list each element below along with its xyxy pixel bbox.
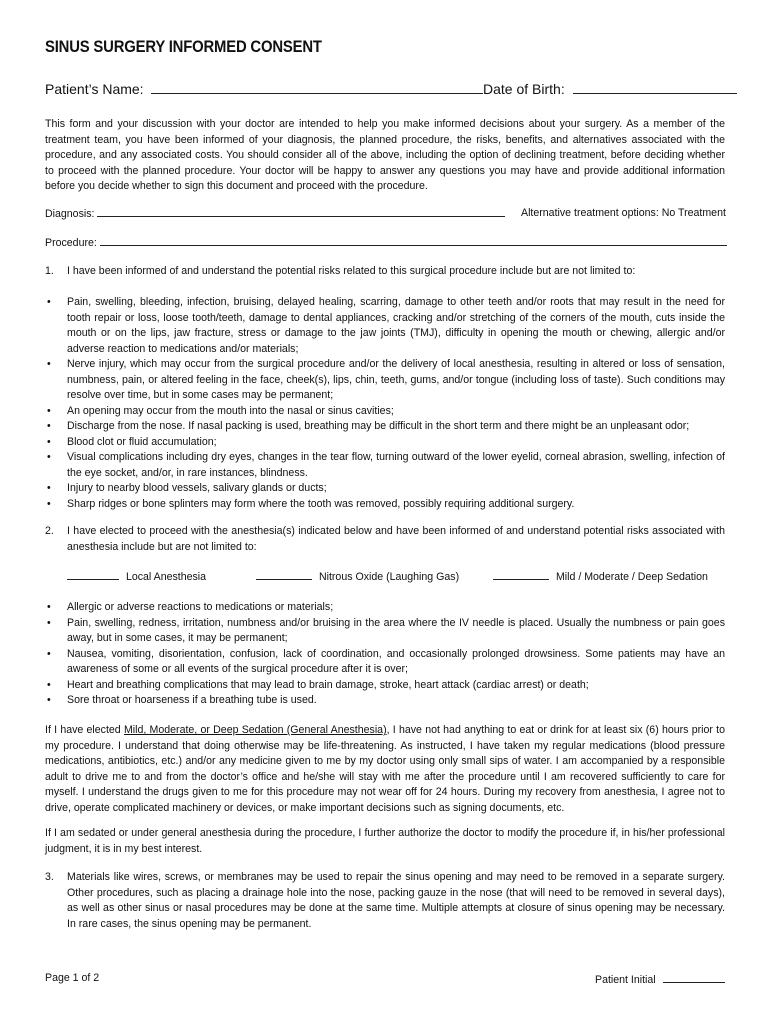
diagnosis-label: Diagnosis: xyxy=(45,208,95,220)
patient-name-row xyxy=(45,80,483,97)
anesthesia-option-local[interactable] xyxy=(67,569,206,586)
patient-initial-field[interactable] xyxy=(663,972,725,983)
list-item: • Blood clot or fluid accumulation; xyxy=(47,435,217,448)
list-item: • Sharp ridges or bone splinters may form where the tooth was removed, possibly requiring additional surgery. xyxy=(47,497,575,510)
list-item: • Heart and breathing complications that may lead to brain damage, stroke, heart attack (cardiac arrest) or death; xyxy=(47,678,589,691)
anesthesia-option-nitrous[interactable] xyxy=(256,569,459,586)
intro-paragraph: This form and your discussion with your doctor are intended to help you make informed decisions about your surgery. As a member of the treatment team, you have been informed of your diagnosis, the planned procedure, the risks, benefits, and alternatives associated with the procedure, and any associated costs. You should consider all of the above, including the option of declining treatment, before deciding whether to proceed with the planned procedure. Your doctor will be happy to answer any questions you may have and provide additional information before you decide whether to sign this document and proceed with the procedure. xyxy=(45,118,725,192)
list-item: • Allergic or adverse reactions to medications or materials; xyxy=(47,601,334,613)
diagnosis-row xyxy=(45,206,505,223)
modify-procedure-paragraph: If I am sedated or under general anesthesia during the procedure, I further authorize the doctor to modify the procedure if, in his/her professional judgment, it is in my best interest. xyxy=(45,827,725,855)
document-title: SINUS SURGERY INFORMED CONSENT xyxy=(45,38,322,56)
surgical-risks-list xyxy=(45,295,725,512)
patient-name-field[interactable] xyxy=(151,80,483,94)
sedation-emphasis: Mild, Moderate, or Deep Sedation (General Anesthesia) xyxy=(123,724,387,736)
local-anesthesia-label: Local Anesthesia xyxy=(125,571,207,583)
list-item: • An opening may occur from the mouth into the nasal or sinus cavities; xyxy=(47,404,394,417)
procedure-row xyxy=(45,235,727,252)
list-item: • Pain, swelling, redness, irritation, numbness and/or bruising in the area where the IV needle is placed. Usually the numbness or pain goes away, but in some cases, it may be permanent; xyxy=(47,616,725,644)
date-of-birth-field[interactable] xyxy=(573,80,737,94)
sedation-blank[interactable] xyxy=(493,569,549,580)
item-number: 3. xyxy=(45,871,54,883)
date-of-birth-label: Date of Birth: xyxy=(483,81,565,97)
diagnosis-field[interactable] xyxy=(97,206,505,217)
procedure-field[interactable] xyxy=(100,235,727,246)
list-item: • Sore throat or hoarseness if a breathing tube is used. xyxy=(47,694,317,706)
anesthesia-option-sedation[interactable] xyxy=(493,569,708,586)
page-number: Page 1 of 2 xyxy=(45,972,100,984)
list-item: • Pain, swelling, bleeding, infection, bruising, delayed healing, scarring, damage to other teeth and/or roots that may result in the need for tooth repair or loss, loose tooth/teeth, damage to dental appliances, cracking and/or stretching of the corners of the mouth, cuts inside the mouth or on the lips, jaw fracture, stress or damage to the jaw joints (TMJ), difficulty in opening the mouth or chewing, allergic and/or adverse reaction to medications and/or materials; xyxy=(47,296,725,355)
list-item: • Injury to nearby blood vessels, salivary glands or ducts; xyxy=(47,482,327,494)
list-item: • Nausea, vomiting, disorientation, confusion, lack of coordination, and occasionally prolonged drowsiness. Some patients may have an awareness of some or all events of the surgical procedure after it is over; xyxy=(47,647,725,675)
sedation-label: Mild / Moderate / Deep Sedation xyxy=(555,571,708,583)
list-item: • Nerve injury, which may occur from the surgical procedure and/or the delivery of local anesthesia, resulting in altered or loss of sensation, numbness, pain, or altered feeling in the face, cheek(s), lips, chin, teeth, gums, and/or tongue (including loss of taste). Such conditions may resolve over time, but in some cases may be permanent; xyxy=(47,358,725,401)
nitrous-oxide-label: Nitrous Oxide (Laughing Gas) xyxy=(318,571,460,583)
local-anesthesia-blank[interactable] xyxy=(67,569,119,580)
date-of-birth-row xyxy=(483,80,737,97)
procedure-label: Procedure: xyxy=(45,237,97,249)
item-text: I have been informed of and understand the potential risks related to this surgical procedure include but are not limited to: xyxy=(67,265,636,277)
patient-initial-row xyxy=(595,972,725,986)
consent-item-3 xyxy=(45,870,725,932)
nitrous-oxide-blank[interactable] xyxy=(256,569,312,580)
list-item: • Discharge from the nose. If nasal packing is used, breathing may be difficult in the short term and there might be an unpleasant odor; xyxy=(47,420,690,432)
consent-item-2 xyxy=(45,524,725,555)
list-item: • Visual complications including dry eyes, changes in the tear flow, turning outward of the lower eyelid, corneal abrasion, swelling, infection of the eye socket, and/or, in rare instances, blindness. xyxy=(47,451,725,479)
alternative-treatment-label: Alternative treatment options: No Treatment xyxy=(521,207,726,219)
item-text: I have elected to proceed with the anesthesia(s) indicated below and have been informed of and understand potential risks associated with anesthesia include but are not limited to: xyxy=(67,525,725,553)
consent-item-1 xyxy=(45,264,725,280)
item-text: Materials like wires, screws, or membranes may be used to repair the sinus opening and may need to be removed in a separate surgery. Other procedures, such as placing a drainage hole into the nose, packing gauze in the nose (that will need to be removed in several days), as well as other sinus or nasal procedures may be done at the same time. Multiple attempts at closure of sinus opening may be necessary. In rare cases, the sinus opening may be permanent. xyxy=(67,871,725,930)
item-number: 1. xyxy=(45,265,54,277)
patient-name-label: Patient’s Name: xyxy=(45,81,144,97)
anesthesia-risks-list xyxy=(45,600,725,709)
sedation-paragraph: If I have elected Mild, Moderate, or Deep Sedation (General Anesthesia), I have not had anything to eat or drink for at least six (6) hours prior to my procedure. I understand that doing otherwise may be life-threatening. As instructed, I have taken my regular medications (blood pressure medications, antibiotics, etc.) and/or any medicine given to me by my doctor using only small sips of water. I am accompanied by a responsible adult to drive me to and from the doctor’s office and he/she will stay with me after the procedure until I am recovered sufficiently to care for myself. I understand the drugs given to me for this procedure may not wear off for 24 hours. During my recovery from anesthesia, I agree not to drive, operate complicated machinery or devices, or make important decisions such as signing documents, etc. xyxy=(45,724,725,814)
item-number: 2. xyxy=(45,525,54,537)
patient-initial-label: Patient Initial xyxy=(595,974,656,986)
